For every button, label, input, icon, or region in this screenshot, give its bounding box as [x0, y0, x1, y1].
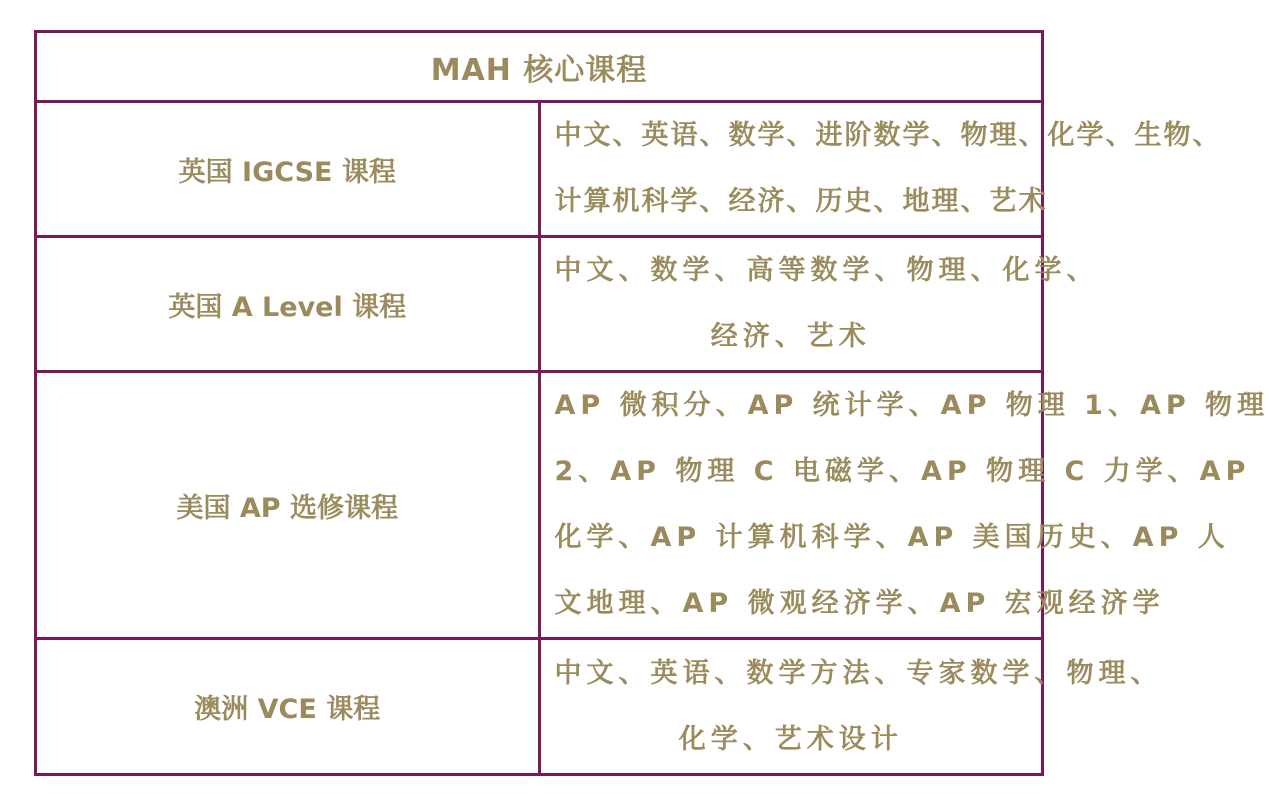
- subjects-a-level: [539, 237, 1099, 372]
- program-name-vce: 澳洲 VCE 课程: [36, 639, 540, 775]
- subjects-line: 2、AP 物理 C 电磁学、AP 物理 C 力学、AP: [554, 456, 1251, 487]
- subjects-line: 经济、艺术: [710, 321, 871, 352]
- subjects-vce: [539, 639, 1163, 775]
- table-row: [36, 372, 1043, 639]
- program-name-a-level: 英国 A Level 课程: [36, 237, 540, 372]
- subjects-line: AP 微积分、AP 统计学、AP 物理 1、AP 物理: [554, 390, 1269, 421]
- table-row: [36, 237, 1043, 372]
- core-courses-table: [34, 30, 1269, 776]
- subjects-igcse: [539, 102, 1222, 237]
- subjects-line: 化学、AP 计算机科学、AP 美国历史、AP 人: [554, 522, 1230, 553]
- subjects-line: 化学、艺术设计: [678, 723, 903, 755]
- table-header-row: [36, 32, 1043, 102]
- table-title: MAH 核心课程: [36, 32, 1043, 102]
- subjects-ap: [539, 372, 1269, 639]
- subjects-line: 文地理、AP 微观经济学、AP 宏观经济学: [554, 588, 1165, 619]
- subjects-line: 计算机科学、经济、历史、地理、艺术: [554, 186, 1048, 217]
- program-name-igcse: 英国 IGCSE 课程: [36, 102, 540, 237]
- table-row: [36, 102, 1043, 237]
- subjects-line: 中文、数学、高等数学、物理、化学、: [554, 255, 1099, 286]
- program-name-ap: 美国 AP 选修课程: [36, 372, 540, 639]
- subjects-line: 中文、英语、数学方法、专家数学、物理、: [554, 657, 1163, 689]
- table-row: [36, 639, 1043, 775]
- subjects-line: 中文、英语、数学、进阶数学、物理、化学、生物、: [554, 120, 1222, 151]
